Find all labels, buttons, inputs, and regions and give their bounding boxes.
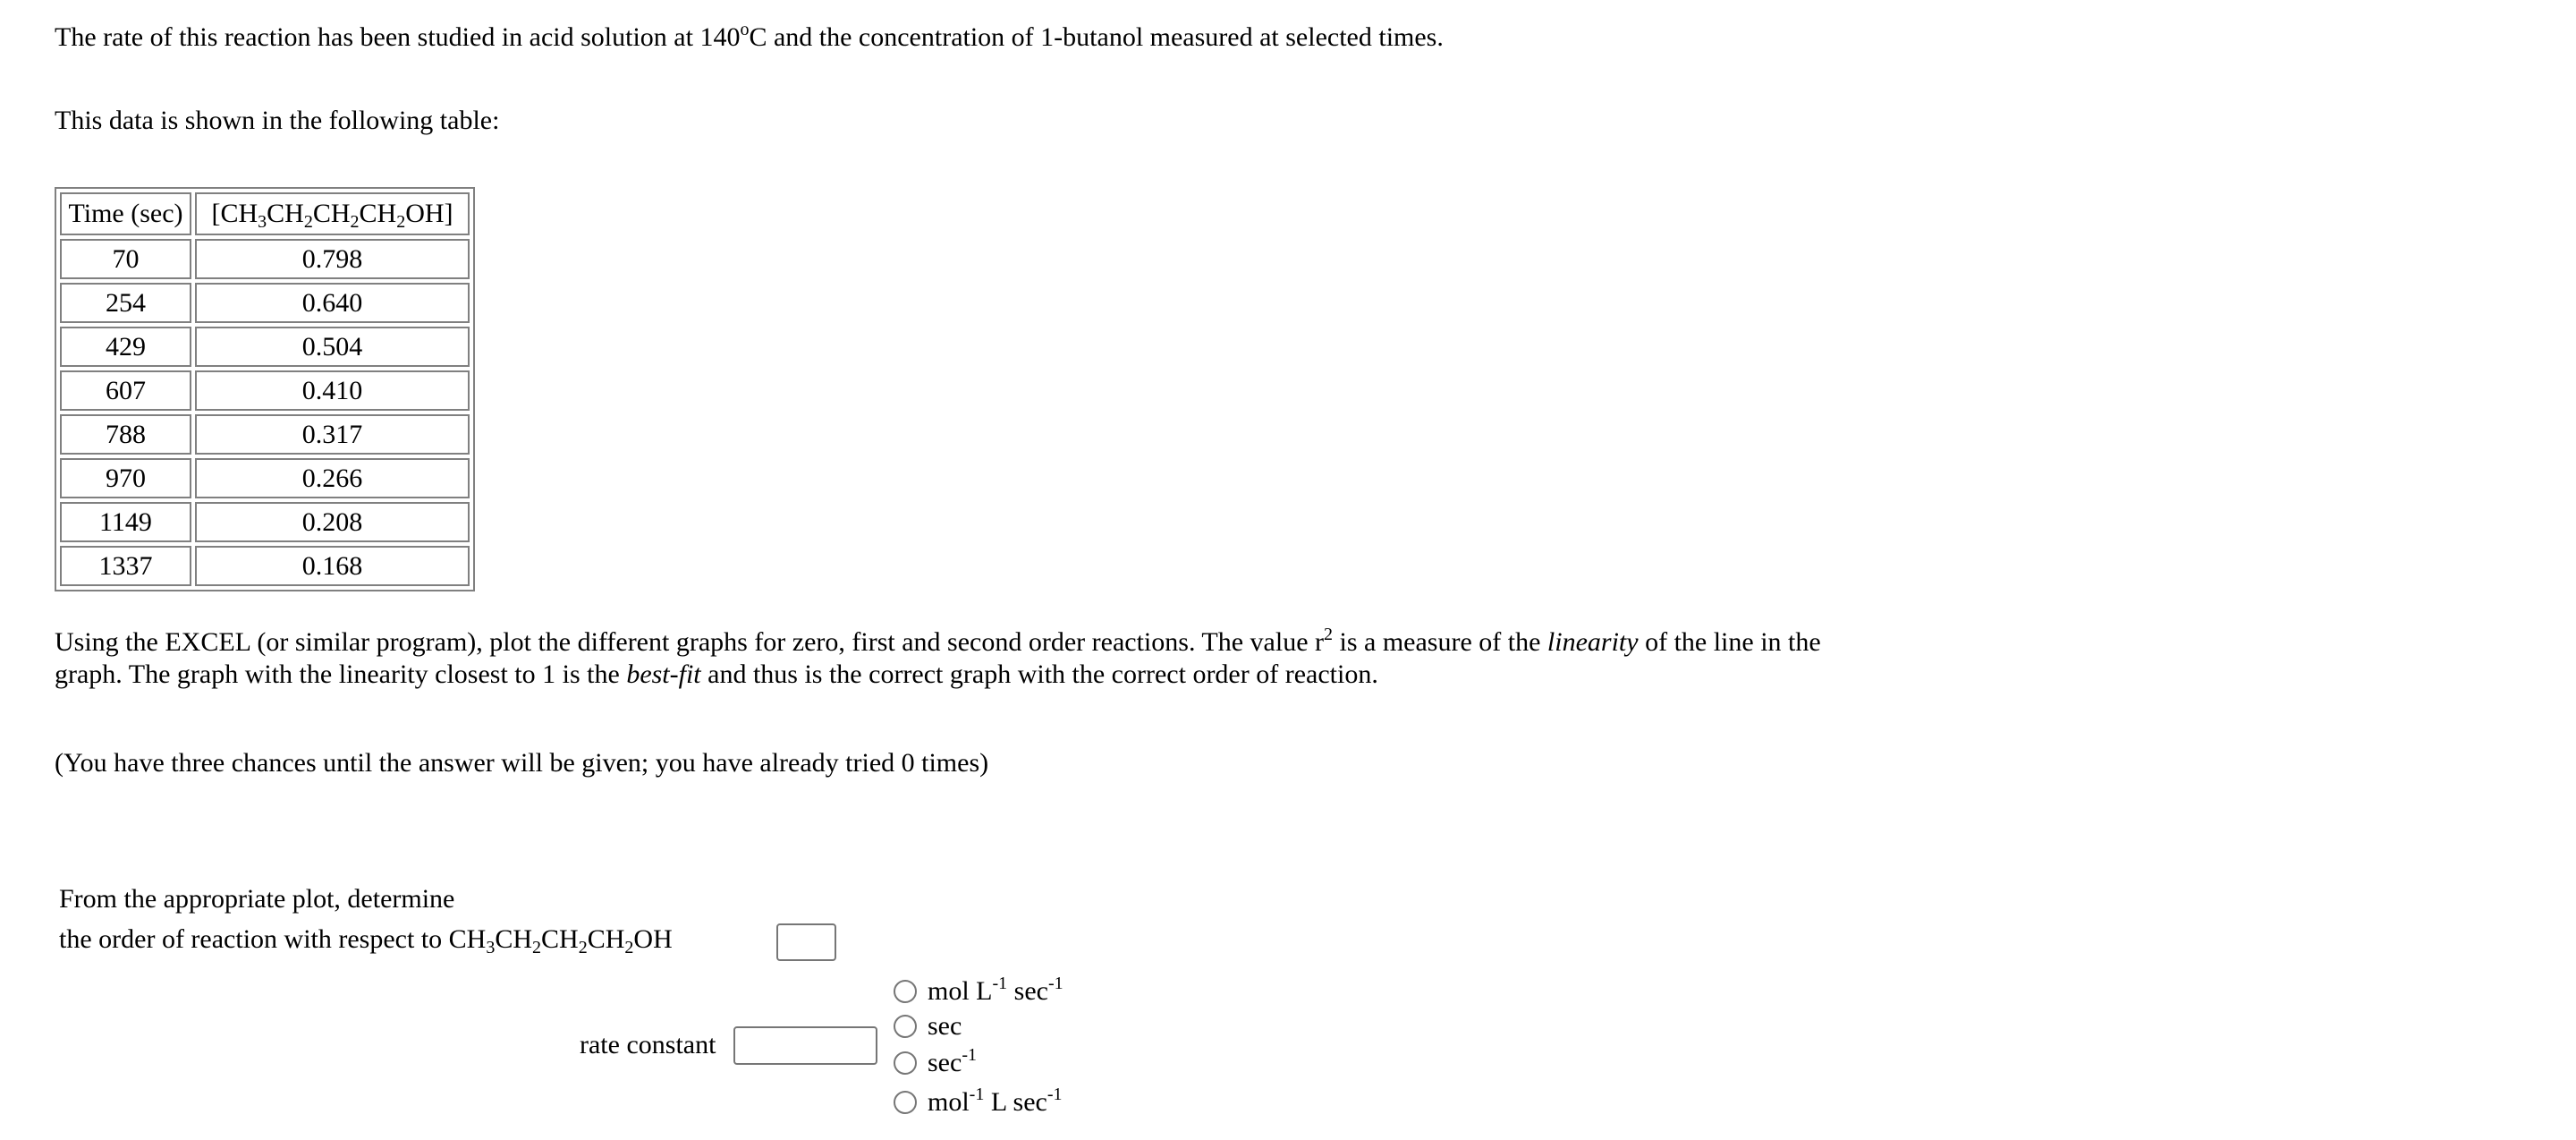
- question-line-1: From the appropriate plot, determine: [59, 884, 455, 914]
- time-cell: 70: [60, 239, 191, 279]
- unit-text: sec: [928, 1048, 962, 1077]
- intro-line-1-tail: C and the concentration of 1-butanol measured at selected times.: [749, 22, 1444, 52]
- instr-text: is a measure of the: [1333, 627, 1547, 657]
- unit-option-sec[interactable]: [894, 1008, 962, 1044]
- unit-label: [928, 1045, 977, 1078]
- unit-text: L sec: [984, 1087, 1047, 1117]
- intro-line-1-text: The rate of this reaction has been studied in acid solution at 140: [55, 22, 741, 52]
- best-fit-emphasis: best-fit: [626, 659, 701, 689]
- instructions-paragraph: [55, 626, 1843, 691]
- time-cell: 970: [60, 458, 191, 498]
- table-row: [60, 458, 470, 498]
- linearity-emphasis: linearity: [1546, 627, 1639, 657]
- q-text: CH: [541, 924, 579, 954]
- r-squared-superscript: 2: [1324, 625, 1333, 644]
- hdr-part: OH]: [405, 199, 453, 228]
- hdr-part: CH: [359, 199, 397, 228]
- unit-text: mol L: [928, 976, 993, 1006]
- rate-constant-label: rate constant: [580, 1030, 716, 1059]
- intro-line-2: This data is shown in the following table:: [55, 106, 500, 135]
- unit-label: [928, 976, 1063, 1007]
- data-table: [55, 187, 475, 591]
- q-text: CH: [587, 924, 625, 954]
- q-sub: 2: [624, 938, 634, 957]
- hdr-part: CH: [312, 199, 351, 228]
- degree-superscript: o: [740, 20, 750, 39]
- time-cell: 1337: [60, 546, 191, 586]
- q-sub: 2: [532, 938, 542, 957]
- header-time: Time (sec): [60, 192, 191, 235]
- time-cell: 429: [60, 327, 191, 367]
- hdr-sub: 2: [396, 212, 406, 232]
- table-row: [60, 546, 470, 586]
- table-row: [60, 502, 470, 542]
- unit-option-inv-mol-l-sec[interactable]: [894, 1085, 1063, 1120]
- unit-text: sec: [928, 1011, 962, 1041]
- instr-text: of the line in the graph. The graph with the linearity closest to 1 is the: [55, 627, 1821, 689]
- unit-option-inv-sec[interactable]: [894, 1045, 977, 1081]
- hdr-sub: 3: [258, 212, 267, 232]
- unit-label: [928, 1087, 1063, 1118]
- radio-button[interactable]: [894, 1051, 917, 1075]
- order-input[interactable]: [776, 923, 836, 961]
- hdr-sub: 2: [350, 212, 360, 232]
- unit-sup: -1: [992, 974, 1008, 993]
- header-concentration: [195, 192, 470, 235]
- unit-sup: -1: [1046, 1085, 1063, 1104]
- unit-label: [928, 1011, 962, 1042]
- time-cell: 1149: [60, 502, 191, 542]
- radio-button[interactable]: [894, 1091, 917, 1114]
- hdr-part: [CH: [211, 199, 258, 228]
- conc-cell: 0.317: [195, 414, 470, 455]
- conc-cell: 0.266: [195, 458, 470, 498]
- unit-sup: -1: [962, 1045, 977, 1065]
- q-text: the order of reaction with respect to CH: [59, 924, 487, 954]
- q-sub: 3: [486, 938, 496, 957]
- attempts-notice: (You have three chances until the answer will be given; you have already tried 0 times): [55, 748, 989, 778]
- rate-constant-input[interactable]: [733, 1026, 877, 1065]
- unit-sup: -1: [969, 1085, 985, 1104]
- conc-cell: 0.168: [195, 546, 470, 586]
- time-cell: 788: [60, 414, 191, 455]
- q-text: CH: [495, 924, 533, 954]
- q-sub: 2: [578, 938, 588, 957]
- conc-cell: 0.504: [195, 327, 470, 367]
- hdr-part: CH: [267, 199, 304, 228]
- intro-line-1: [55, 21, 1444, 54]
- table-row: [60, 283, 470, 323]
- unit-sup: -1: [1047, 974, 1063, 993]
- unit-text: sec: [1007, 976, 1048, 1006]
- conc-cell: 0.798: [195, 239, 470, 279]
- table-row: [60, 370, 470, 411]
- radio-button[interactable]: [894, 980, 917, 1003]
- radio-button[interactable]: [894, 1015, 917, 1038]
- instr-text: Using the EXCEL (or similar program), plot the different graphs for zero, first and second order reactions. The value r: [55, 627, 1324, 657]
- hdr-sub: 2: [303, 212, 313, 232]
- conc-cell: 0.640: [195, 283, 470, 323]
- table-row: [60, 327, 470, 367]
- conc-cell: 0.410: [195, 370, 470, 411]
- table-header-row: [60, 192, 470, 235]
- time-cell: 254: [60, 283, 191, 323]
- unit-option-mol-l-sec[interactable]: [894, 974, 1063, 1009]
- table-row: [60, 239, 470, 279]
- question-line-2: [59, 923, 673, 956]
- unit-text: mol: [928, 1087, 970, 1117]
- instr-text: and thus is the correct graph with the correct order of reaction.: [700, 659, 1378, 689]
- table-row: [60, 414, 470, 455]
- conc-cell: 0.208: [195, 502, 470, 542]
- time-cell: 607: [60, 370, 191, 411]
- q-text: OH: [633, 924, 673, 954]
